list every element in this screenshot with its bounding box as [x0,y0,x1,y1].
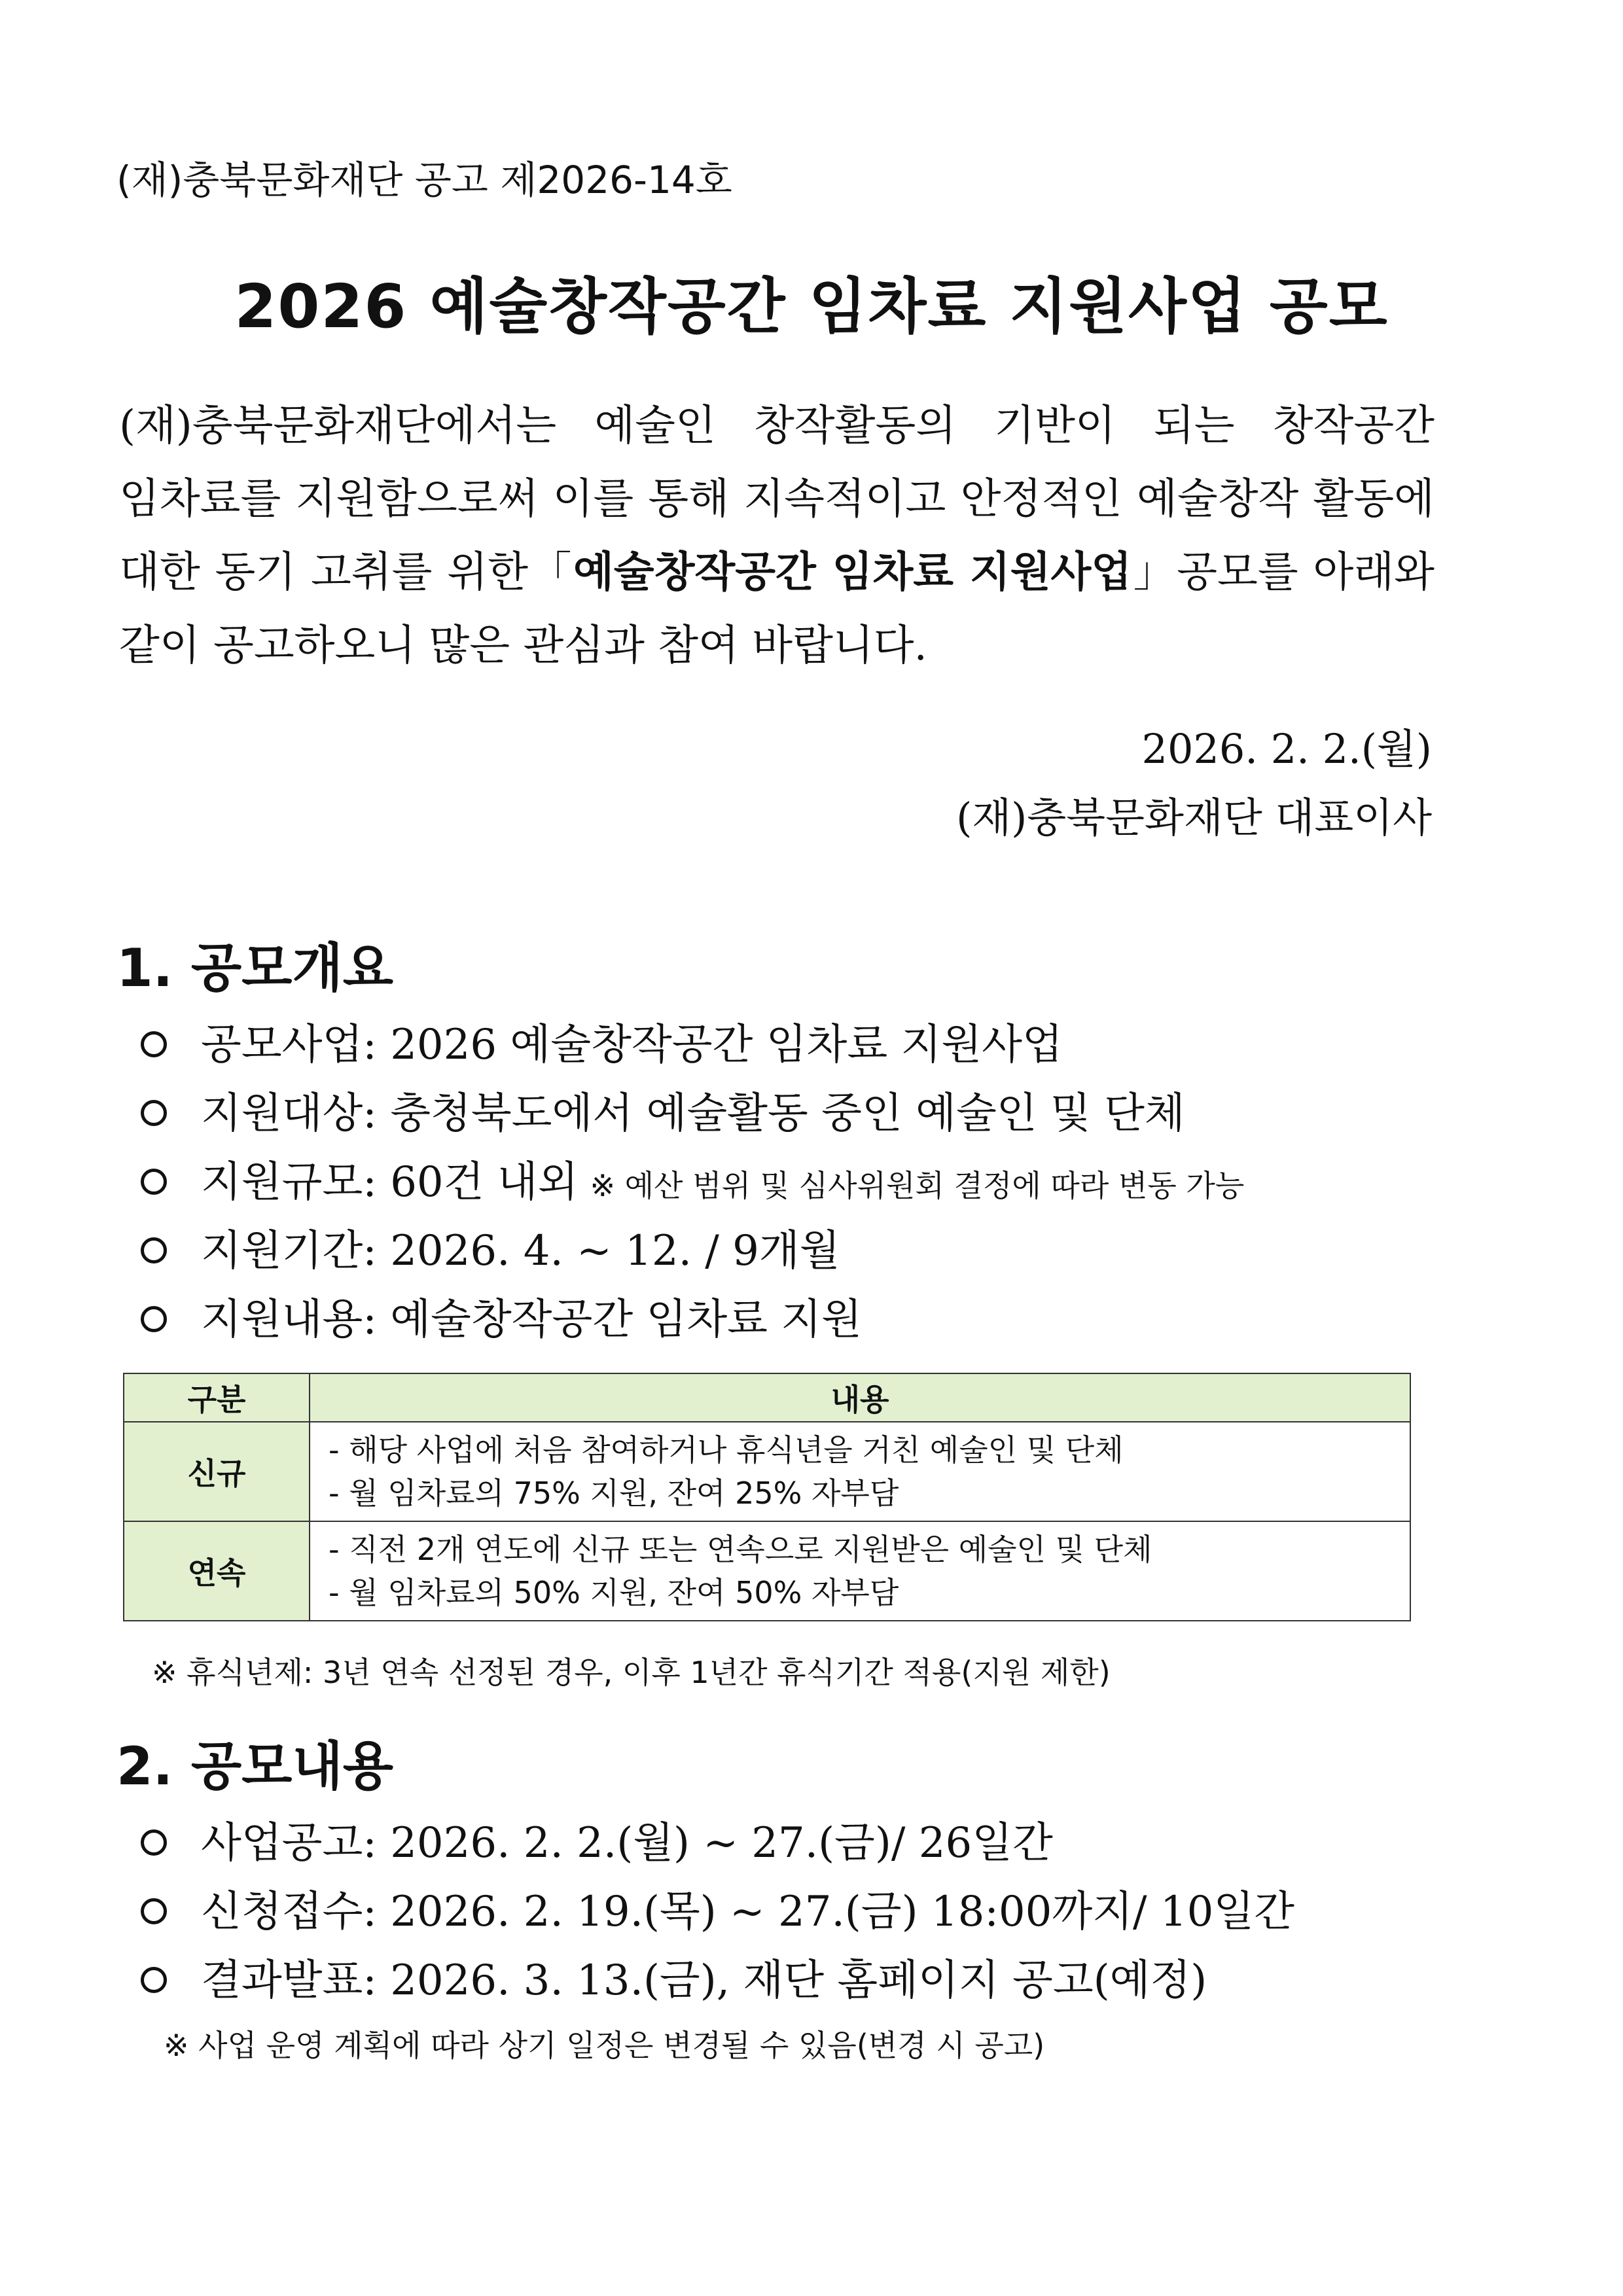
schedule-item-text: 사업공고: 2026. 2. 2.(월) ~ 27.(금)/ 26일간 [201,1819,1053,1867]
schedule-item-results [141,1947,1207,2007]
table-row-content [310,1521,1410,1621]
circle-bullet-icon [141,1100,167,1126]
overview-item-program [141,1011,1063,1071]
table-header-category: 구분 [124,1373,310,1422]
overview-item-text: 지원대상: 충청북도에서 예술활동 중인 예술인 및 단체 [201,1089,1185,1138]
table-row-label: 연속 [124,1521,310,1621]
table-row [124,1521,1410,1621]
table-row-line: - 월 임차료의 75% 지원, 잔여 25% 자부담 [329,1475,899,1511]
overview-item-text: 지원규모: 60건 내외 [201,1158,579,1207]
table-row [124,1422,1410,1521]
section-heading-details: 2. 공모내용 [116,1736,394,1797]
overview-item-scale [141,1148,1244,1209]
overview-item-content [141,1286,862,1346]
table-row-line: - 직전 2개 연도에 신규 또는 연속으로 지원받은 예술인 및 단체 [329,1532,1152,1567]
schedule-item-text: 신청접수: 2026. 2. 19.(목) ~ 27.(금) 18:00까지/ 10일간 [201,1888,1294,1936]
schedule-item-text: 결과발표: 2026. 3. 13.(금), 재단 홈페이지 공고(예정) [201,1956,1207,2005]
intro-line-4: 같이 공고하오니 많은 관심과 참여 바랍니다. [119,622,927,670]
announcement-date: 2026. 2. 2.(월) [1141,725,1432,773]
overview-item-text: 지원기간: 2026. 4. ~ 12. / 9개월 [201,1227,840,1275]
circle-bullet-icon [141,1031,167,1057]
circle-bullet-icon [141,1306,167,1332]
rest-year-note: ※ 휴식년제: 3년 연속 선정된 경우, 이후 1년간 휴식기간 적용(지원 제한) [152,1655,1111,1690]
overview-item-note: ※ 예산 범위 및 심사위원회 결정에 따라 변동 가능 [590,1168,1245,1203]
schedule-change-note: ※ 사업 운영 계획에 따라 상기 일정은 변경될 수 있음(변경 시 공고) [164,2028,1045,2063]
overview-item-period [141,1217,840,1277]
circle-bullet-icon [141,1829,167,1856]
organization-signature: (재)충북문화재단 대표이사 [956,794,1432,841]
page-title: 2026 예술창작공간 임차료 지원사업 공모 [234,272,1389,342]
circle-bullet-icon [141,1898,167,1924]
circle-bullet-icon [141,1237,167,1263]
support-table [123,1373,1411,1621]
table-row-line: - 해당 사업에 처음 참여하거나 휴식년을 거친 예술인 및 단체 [329,1432,1124,1468]
intro-paragraph [119,389,1435,682]
intro-line-2: 임차료를 지원함으로써 이를 통해 지속적이고 안정적인 예술창작 활동에 [119,475,1435,523]
table-row-content [310,1422,1410,1521]
overview-item-text: 지원내용: 예술창작공간 임차료 지원 [201,1296,862,1344]
overview-item-text: 공모사업: 2026 예술창작공간 임차료 지원사업 [201,1021,1063,1069]
intro-line-3-lead: 대한 동기 고취를 위한「 [119,548,573,597]
schedule-item-announcement [141,1809,1053,1869]
table-row-label: 신규 [124,1422,310,1521]
intro-line-3 [119,536,1435,609]
intro-program-name: 예술창작공간 임차료 지원사업 [573,548,1132,597]
circle-bullet-icon [141,1169,167,1195]
intro-line-3-tail: 」공모를 아래와 [1132,548,1435,597]
section-heading-overview: 1. 공모개요 [116,938,394,998]
overview-item-target [141,1080,1185,1140]
notice-number: (재)충북문화재단 공고 제2026-14호 [116,158,732,202]
circle-bullet-icon [141,1967,167,1993]
table-header-row [124,1373,1410,1422]
table-row-line: - 월 임차료의 50% 지원, 잔여 50% 자부담 [329,1575,899,1610]
schedule-item-application [141,1878,1294,1938]
intro-line-1: (재)충북문화재단에서는 예술인 창작활동의 기반이 되는 창작공간 [119,402,1435,450]
table-header-content: 내용 [310,1373,1410,1422]
